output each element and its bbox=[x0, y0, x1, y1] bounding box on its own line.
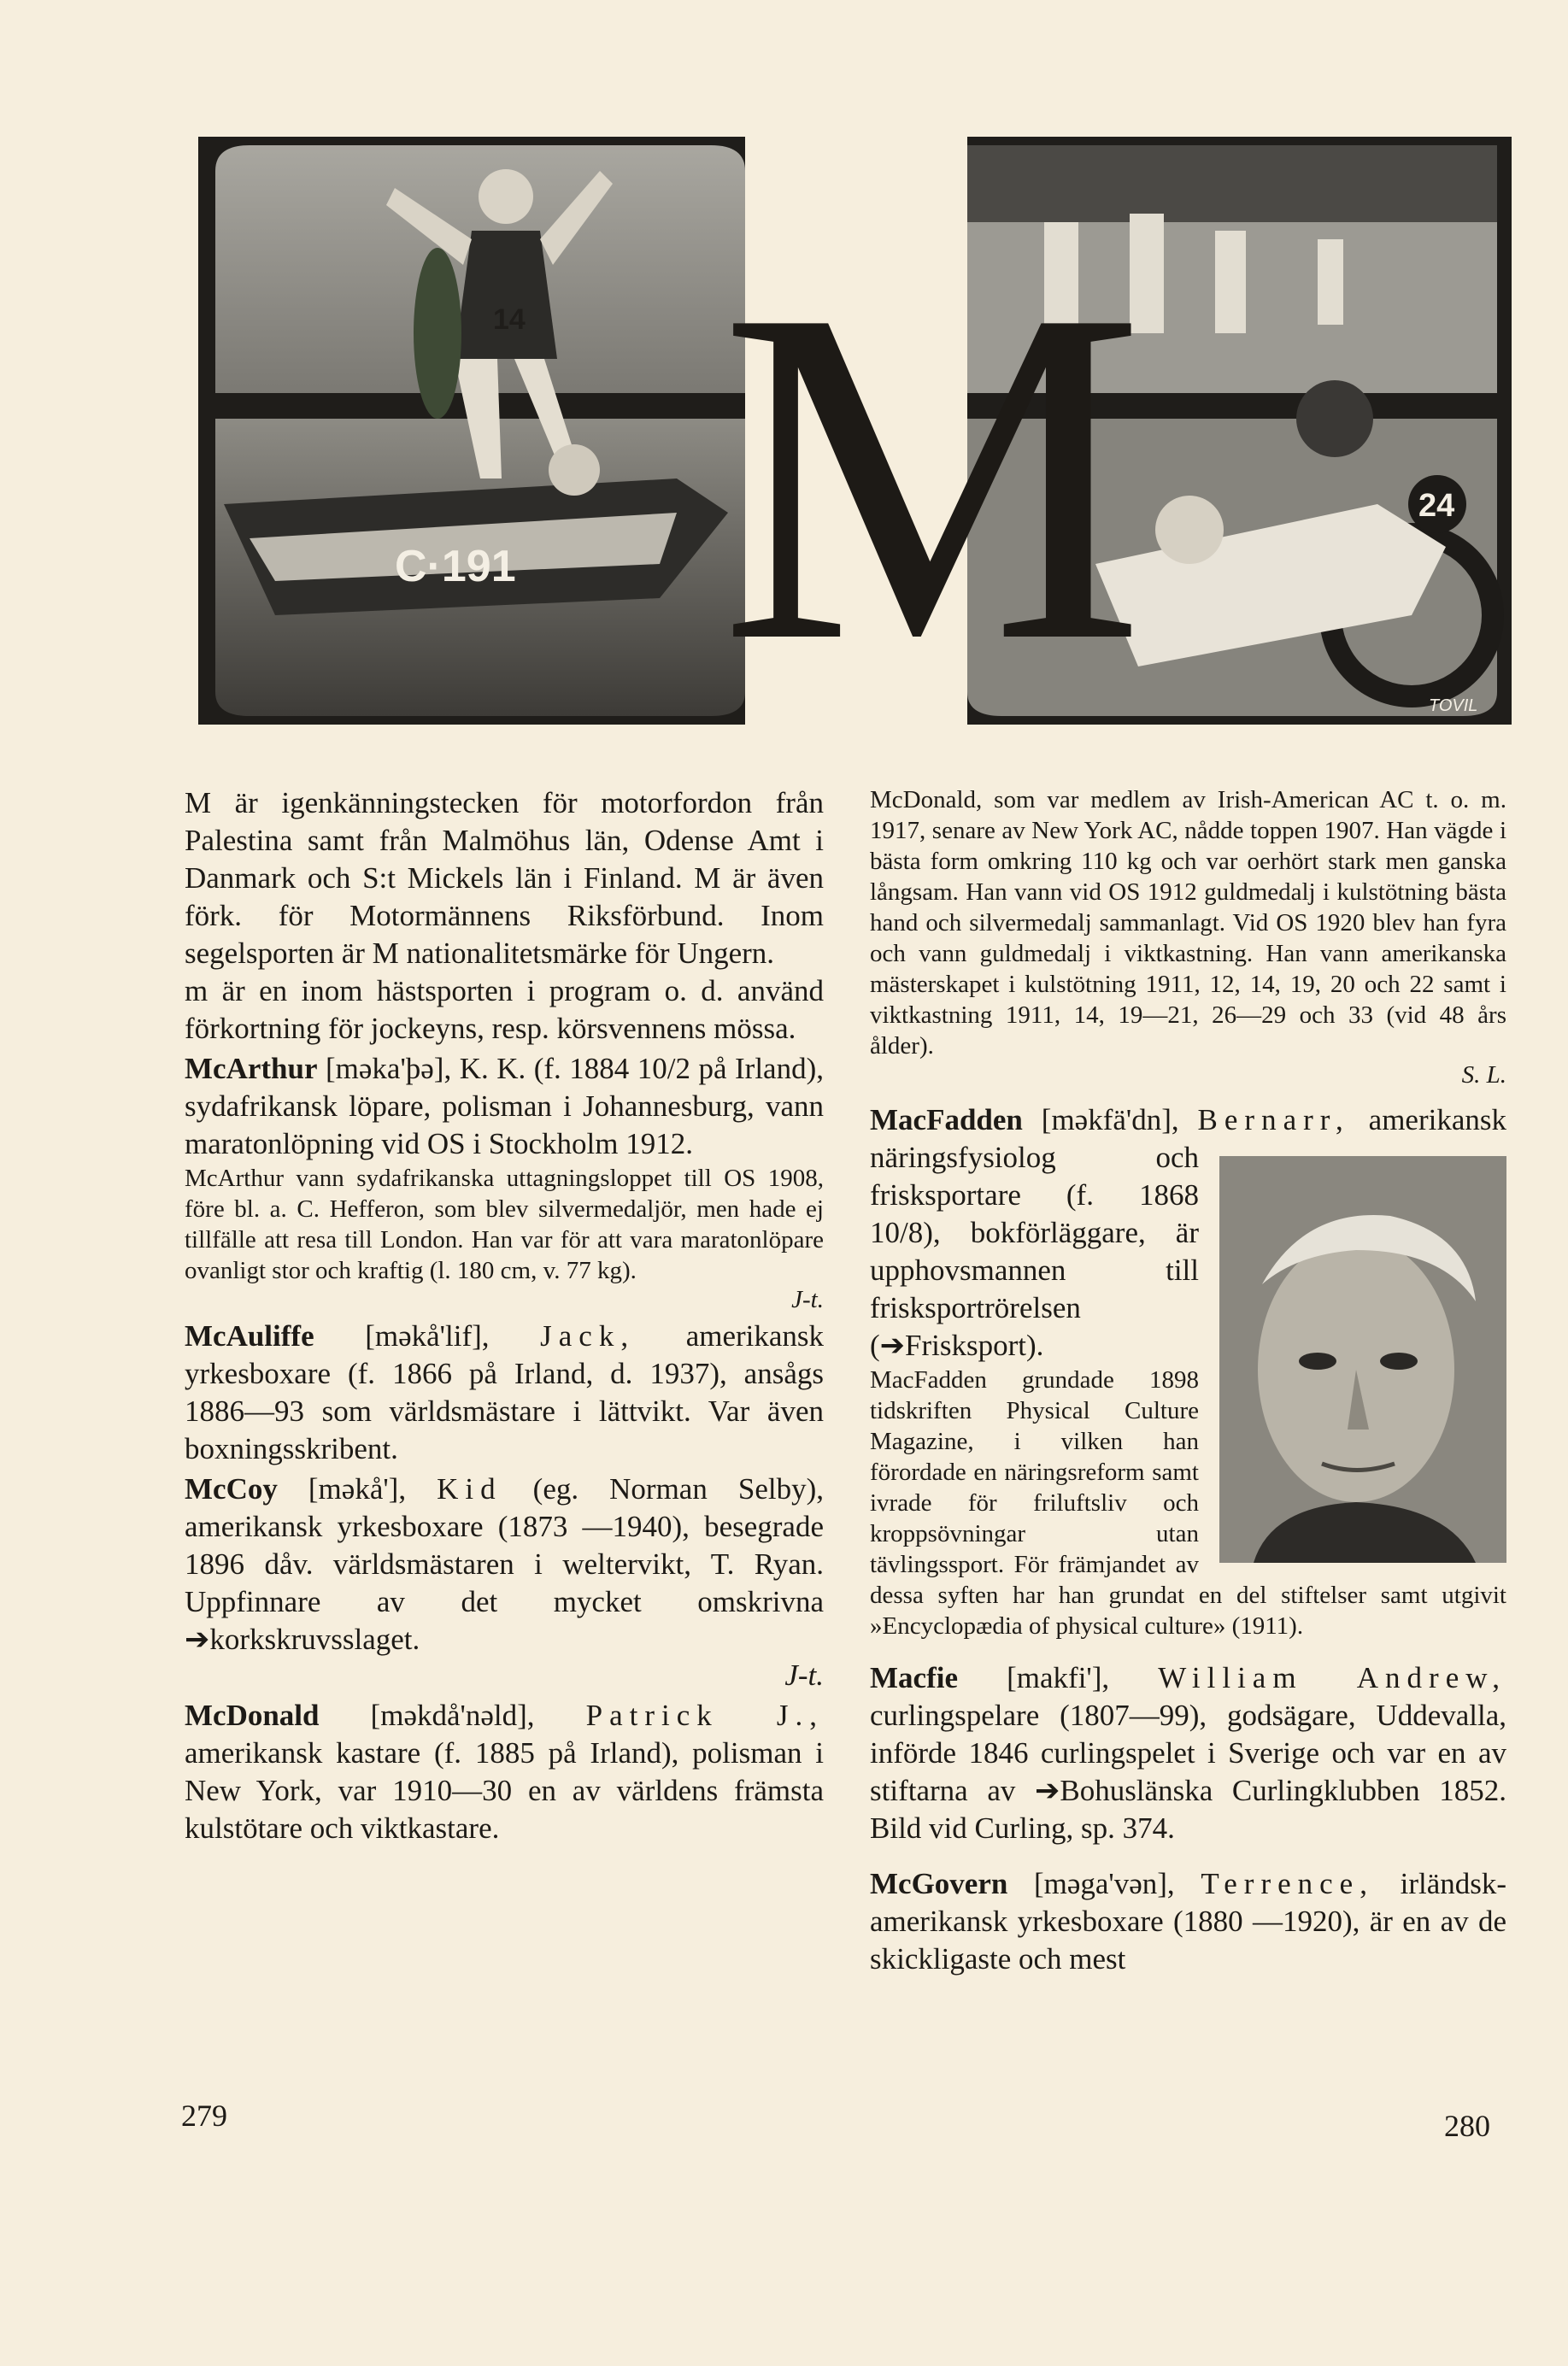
note-text: McDonald, som var medlem av Irish-American AC t. o. m. 1917, senare av New York AC, nådde toppen 1907. Han vägde i bästa form omkring 110 kg och var oerhört stark men ganska långsam. Han vann vid OS 1912 guldmedalj i kulstötning bästa hand och silvermedalj sammanlagt. Vid OS 1920 blev han fyra och vann guldmedalj i viktkastning. Han vann amerikanska mästerskapet i kulstötning 1911, 12, 14, 19, 20 och 22 samt i viktkastning 1911, 14, 19—21, 26—29 och 33 (vid 48 års ålder). bbox=[870, 786, 1506, 1060]
sports-collage-illustration bbox=[198, 137, 1512, 725]
motorcycle-number: 24 bbox=[1418, 488, 1455, 524]
pronunciation: [məkå'lif], bbox=[365, 1319, 490, 1353]
person-name-full: (eg. Norman Selby), bbox=[532, 1472, 825, 1506]
pronunciation: [makfi'], bbox=[1007, 1661, 1110, 1694]
pronunciation: [məkdå'nəld], bbox=[370, 1699, 535, 1732]
entry-note-mcarthur bbox=[185, 1163, 824, 1315]
page-number-left: 279 bbox=[181, 2099, 227, 2133]
intro-paragraph-m-lowercase: m är en inom hästsporten i program o. d. använd förkortning för jockeyns, resp. körsvennens mössa. bbox=[185, 974, 824, 1045]
entry-mccoy bbox=[185, 1471, 824, 1694]
person-name: Patrick J., bbox=[585, 1699, 825, 1732]
entry-text: amerikansk näringsfysiolog och frisksportare (f. 1868 10/8), bokförläggare, är upphovsmannen till frisksportrörelsen (➔Frisksport). bbox=[870, 1103, 1506, 1362]
person-name: William Andrew, bbox=[1158, 1661, 1506, 1694]
left-column bbox=[185, 784, 824, 1847]
author-signature: J-t. bbox=[784, 1659, 824, 1692]
headword: McGovern bbox=[870, 1867, 1008, 1900]
header-illustration bbox=[198, 137, 1512, 725]
entry-macfie bbox=[870, 1659, 1506, 1847]
pronunciation: [məkå'], bbox=[308, 1472, 407, 1506]
portrait-photo bbox=[1219, 1156, 1506, 1563]
headword: McCoy bbox=[185, 1472, 278, 1506]
entry-text: irländsk-amerikansk yrkesboxare (1880 —1920), är en av de skickligaste och mest bbox=[870, 1867, 1507, 1976]
entry-text: curlingspelare (1807—99), godsägare, Uddevalla, införde 1846 curlingspelet i Sverige och var en av stiftarna av ➔Bohuslänska Curlingklubben 1852. Bild vid Curling, sp. 374. bbox=[870, 1699, 1506, 1845]
headword: MacFadden bbox=[870, 1103, 1023, 1136]
artist-signature: TOVIL bbox=[1429, 696, 1478, 715]
headword: McAuliffe bbox=[185, 1319, 314, 1353]
intro-paragraph-m: M är igenkänningstecken för motorfordon från Palestina samt från Malmöhus län, Odense Amt i Danmark och S:t Mickels län i Finland. M är även förk. för Motormännens Riksförbund. Inom segelsporten är M nationalitetsmärke för Ungern. bbox=[185, 786, 824, 970]
portrait-photo-icon bbox=[1219, 1156, 1506, 1563]
right-column bbox=[870, 784, 1506, 1978]
entry-note-macfadden: MacFadden grundade 1898 tidskriften Physical Culture Magazine, i vilken han förordade en näringsreform samt ivrade för friluftsliv och kroppsövningar utan tävlingssport. För främjandet av dessa syften har han grundat en del stiftelser samt utgivit »Encyclopædia of physical culture» (1911). bbox=[870, 1366, 1506, 1640]
pronunciation: [məga'vən], bbox=[1033, 1867, 1175, 1900]
entry-mcauliffe bbox=[185, 1318, 824, 1468]
boat-number: C·191 bbox=[395, 542, 516, 591]
headword: McDonald bbox=[185, 1699, 320, 1732]
author-signature: S. L. bbox=[1461, 1061, 1506, 1089]
headword: McArthur bbox=[185, 1052, 318, 1085]
person-name: Jack, bbox=[540, 1319, 636, 1353]
entry-note-mcdonald bbox=[870, 784, 1506, 1090]
pronunciation: [məkfä'dn], bbox=[1041, 1103, 1179, 1136]
person-name: Bernarr, bbox=[1197, 1103, 1350, 1136]
entry-text: amerikansk yrkesboxare (1873 —1940), besegrade 1896 dåv. världsmästaren i weltervikt, T. Ryan. Uppfinnare av det mycket omskrivna ➔korkskruvsslaget. bbox=[185, 1510, 824, 1656]
entry-macfadden bbox=[870, 1101, 1506, 1365]
note-text: McArthur vann sydafrikanska uttagningsloppet till OS 1908, före bl. a. C. Hefferon, som blev silvermedaljör, men hade ej tillfälle att resa till London. Han var för att vara maratonlöpare ovanligt stor och kraftig (l. 180 cm, v. 77 kg). bbox=[185, 1165, 824, 1284]
entry-mcgovern bbox=[870, 1865, 1506, 1978]
page-number-right: 280 bbox=[1444, 2109, 1490, 2143]
author-signature: J-t. bbox=[791, 1286, 824, 1313]
entry-text: [məka'þə], K. K. (f. 1884 10/2 på Irland), sydafrikansk löpare, polisman i Johannesburg, vann maratonlöpning vid OS i Stockholm 1912. bbox=[185, 1052, 825, 1160]
entry-mcarthur bbox=[185, 1050, 824, 1163]
person-name: Terrence, bbox=[1201, 1867, 1374, 1900]
headword: Macfie bbox=[870, 1661, 958, 1694]
person-name: Kid bbox=[437, 1472, 502, 1506]
entry-text: amerikansk yrkesboxare (f. 1866 på Irland, d. 1937), ansågs 1886—93 som världsmästare i lättvikt. Var även boxningsskribent. bbox=[185, 1319, 825, 1465]
entry-text: amerikansk kastare (f. 1885 på Irland), polisman i New York, var 1910—30 en av världens främsta kulstötare och viktkastare. bbox=[185, 1736, 824, 1845]
entry-mcdonald bbox=[185, 1697, 824, 1847]
big-letter-m: M bbox=[719, 211, 1145, 725]
runner-bib-number: 14 bbox=[493, 303, 526, 336]
